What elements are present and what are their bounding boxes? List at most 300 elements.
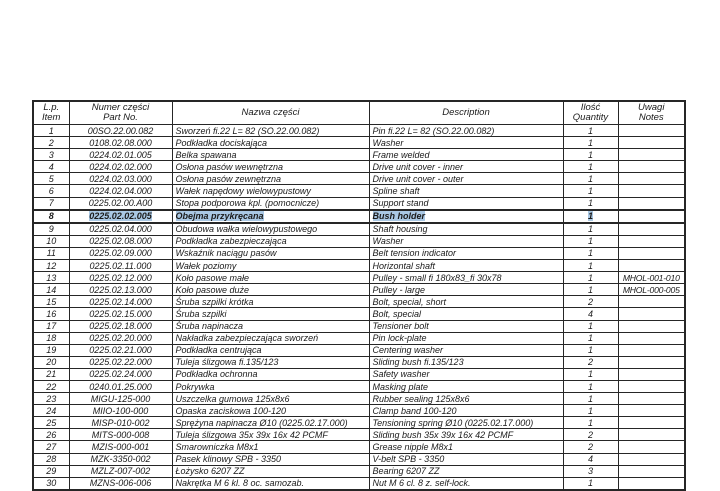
cell-description: [369, 223, 563, 236]
cell-part-no-text: 0225.02.02.005: [89, 211, 152, 222]
table-row: [33, 235, 685, 247]
cell-quantity-text: 2: [587, 429, 593, 440]
cell-quantity-text: 1: [587, 381, 593, 392]
cell-part-no: [69, 429, 172, 441]
cell-description: [369, 356, 563, 368]
table-row: [33, 429, 685, 441]
cell-quantity: [563, 296, 618, 308]
cell-quantity: [563, 453, 618, 465]
cell-item: [33, 356, 69, 368]
cell-name-pl-text: Obudowa wałka wielowypustowego: [175, 224, 318, 235]
cell-item: [33, 296, 69, 308]
cell-item-text: 3: [48, 149, 54, 160]
cell-notes: [618, 477, 685, 490]
cell-quantity-text: 1: [587, 236, 593, 247]
table-row: [33, 185, 685, 197]
cell-description-text: Clamp band 100-120: [372, 405, 457, 416]
cell-part-no: [69, 197, 172, 210]
cell-part-no-text: 0225.02.15.000: [89, 308, 152, 319]
cell-item: [33, 477, 69, 490]
cell-quantity-text: 1: [587, 248, 593, 259]
cell-quantity-text: 1: [587, 224, 593, 235]
cell-description-text: Shaft housing: [372, 224, 428, 235]
cell-description: [369, 405, 563, 417]
table-row: [33, 223, 685, 236]
cell-notes: [618, 223, 685, 236]
cell-quantity-text: 1: [587, 211, 593, 222]
cell-part-no-text: 00SO.22.00.082: [87, 125, 154, 136]
cell-name-pl: [172, 368, 369, 380]
cell-part-no-text: MZK-3350-002: [90, 454, 151, 465]
cell-name-pl-text: Wałek napędowy wielowypustowy: [175, 186, 311, 197]
header-notes-line-pl: Uwagi: [638, 101, 665, 113]
cell-quantity-text: 1: [587, 369, 593, 380]
cell-part-no-text: 0225.02.04.000: [89, 224, 152, 235]
cell-part-no: [69, 260, 172, 272]
cell-notes: [618, 320, 685, 332]
cell-item-text: 6: [48, 186, 54, 197]
cell-item-text: 13: [46, 272, 57, 283]
cell-quantity: [563, 247, 618, 259]
cell-item-text: 16: [46, 308, 57, 319]
cell-quantity: [563, 210, 618, 223]
cell-quantity: [563, 235, 618, 247]
cell-description-text: Frame welded: [372, 149, 430, 160]
cell-name-pl-text: Koło pasowe duże: [175, 284, 250, 295]
cell-notes-text: MHOL-001-010: [622, 272, 680, 283]
cell-item: [33, 197, 69, 210]
cell-item-text: 14: [46, 284, 57, 295]
table-row: [33, 161, 685, 173]
cell-name-pl-text: Sworzeń fi.22 L= 82 (SO.22.00.082): [175, 125, 320, 136]
cell-name-pl: [172, 125, 369, 137]
cell-part-no-text: 0225.02.22.000: [89, 357, 152, 368]
cell-name-pl-text: Tuleja ślizgowa 35x 39x 16x 42 PCMF: [175, 429, 328, 440]
cell-item: [33, 465, 69, 477]
cell-quantity-text: 1: [587, 260, 593, 271]
cell-notes: [618, 368, 685, 380]
cell-quantity: [563, 320, 618, 332]
cell-description-text: Grease nipple M8x1: [372, 441, 454, 452]
cell-name-pl-text: Pasek klinowy SPB - 3350: [175, 454, 282, 465]
cell-description-text: Masking plate: [372, 381, 429, 392]
cell-part-no-text: 0224.02.01.005: [89, 149, 152, 160]
cell-notes: [618, 247, 685, 259]
table-row: [33, 465, 685, 477]
cell-part-no-text: 0108.02.08.000: [89, 137, 152, 148]
cell-quantity-text: 1: [587, 161, 593, 172]
cell-name-pl-text: Osłona pasów zewnętrzna: [175, 173, 282, 184]
cell-quantity-text: 1: [587, 173, 593, 184]
cell-part-no-text: 0240.01.25.000: [89, 381, 152, 392]
cell-item-text: 8: [48, 211, 54, 222]
cell-quantity: [563, 417, 618, 429]
cell-part-no: [69, 149, 172, 161]
table-row: [33, 320, 685, 332]
cell-item-text: 12: [46, 260, 57, 271]
cell-name-pl-text: Osłona pasów wewnętrzna: [175, 161, 284, 172]
cell-part-no-text: 0225.02.11.000: [89, 260, 152, 271]
cell-description-text: Pin fi.22 L= 82 (SO.22.00.082): [372, 125, 495, 136]
cell-quantity: [563, 125, 618, 137]
cell-item-text: 4: [48, 161, 54, 172]
cell-item: [33, 368, 69, 380]
cell-item: [33, 453, 69, 465]
cell-quantity-text: 1: [587, 333, 593, 344]
cell-item-text: 24: [46, 405, 57, 416]
cell-description-text: V-belt SPB - 3350: [372, 454, 445, 465]
table-row: [33, 308, 685, 320]
cell-notes: [618, 429, 685, 441]
cell-part-no-text: 0225.02.12.000: [89, 272, 152, 283]
cell-description: [369, 308, 563, 320]
cell-quantity: [563, 393, 618, 405]
table-row: [33, 173, 685, 185]
cell-item-text: 1: [48, 125, 54, 136]
header-notes: [618, 101, 685, 125]
cell-notes: [618, 272, 685, 284]
table-row: [33, 441, 685, 453]
cell-description: [369, 368, 563, 380]
cell-name-pl-text: Stopa podporowa kpl. (pomocnicze): [175, 198, 320, 209]
header-part-no-line-pl: Numer części: [91, 101, 150, 113]
cell-description-text: Bolt, special: [372, 308, 422, 319]
cell-description: [369, 284, 563, 296]
cell-quantity-text: 1: [587, 272, 593, 283]
cell-description-text: Spline shaft: [372, 186, 420, 197]
cell-part-no: [69, 344, 172, 356]
cell-item-text: 2: [48, 137, 54, 148]
cell-item: [33, 429, 69, 441]
cell-notes: [618, 284, 685, 296]
cell-notes: [618, 380, 685, 392]
cell-item-text: 20: [46, 357, 57, 368]
cell-item-text: 19: [46, 345, 57, 356]
cell-notes: [618, 210, 685, 223]
cell-item-text: 26: [46, 429, 57, 440]
cell-quantity: [563, 477, 618, 490]
table-body: [33, 125, 685, 490]
cell-item-text: 30: [46, 478, 57, 489]
cell-part-no-text: MZLZ-007-002: [90, 466, 151, 477]
table-row: [33, 453, 685, 465]
cell-part-no-text: MIIO-100-000: [92, 405, 149, 416]
cell-name-pl: [172, 380, 369, 392]
cell-name-pl-text: Uszczelka gumowa 125x8x6: [175, 393, 290, 404]
cell-notes: [618, 235, 685, 247]
cell-part-no: [69, 405, 172, 417]
cell-quantity: [563, 161, 618, 173]
cell-item: [33, 173, 69, 185]
cell-part-no: [69, 247, 172, 259]
cell-quantity: [563, 185, 618, 197]
table-row: [33, 332, 685, 344]
cell-name-pl: [172, 185, 369, 197]
cell-quantity-text: 1: [587, 321, 593, 332]
cell-quantity-text: 1: [587, 137, 593, 148]
cell-part-no: [69, 284, 172, 296]
cell-name-pl: [172, 223, 369, 236]
cell-item-text: 25: [46, 417, 57, 428]
cell-part-no: [69, 465, 172, 477]
header-row: [33, 101, 685, 125]
cell-name-pl: [172, 149, 369, 161]
cell-part-no-text: 0224.02.02.000: [89, 161, 152, 172]
cell-notes: [618, 405, 685, 417]
cell-description: [369, 453, 563, 465]
cell-quantity-text: 1: [587, 345, 593, 356]
cell-name-pl-text: Opaska zaciskowa 100-120: [175, 405, 287, 416]
cell-item: [33, 393, 69, 405]
cell-notes: [618, 344, 685, 356]
cell-name-pl: [172, 197, 369, 210]
cell-name-pl: [172, 161, 369, 173]
cell-description-text: Horizontal shaft: [372, 260, 436, 271]
cell-description: [369, 149, 563, 161]
cell-description: [369, 380, 563, 392]
cell-notes: [618, 356, 685, 368]
cell-part-no: [69, 368, 172, 380]
cell-description: [369, 465, 563, 477]
cell-notes: [618, 417, 685, 429]
cell-name-pl: [172, 477, 369, 490]
cell-quantity: [563, 308, 618, 320]
cell-description-text: Tensioner bolt: [372, 321, 429, 332]
cell-description: [369, 429, 563, 441]
cell-name-pl-text: Tuleja ślizgowa fi.135/123: [175, 357, 279, 368]
cell-quantity-text: 1: [587, 417, 593, 428]
cell-part-no-text: MISP-010-002: [91, 417, 150, 428]
cell-part-no: [69, 308, 172, 320]
cell-name-pl-text: Koło pasowe małe: [175, 272, 250, 283]
header-item-line-pl: L.p.: [43, 101, 60, 113]
cell-description-text: Sliding bush 35x 39x 16x 42 PCMF: [372, 429, 514, 440]
cell-item-text: 11: [46, 248, 56, 259]
cell-item-text: 5: [48, 173, 54, 184]
cell-part-no-text: MIGU-125-000: [90, 393, 151, 404]
cell-item: [33, 247, 69, 259]
cell-description: [369, 477, 563, 490]
cell-part-no-text: MITS-000-008: [91, 429, 150, 440]
cell-quantity-text: 4: [587, 308, 593, 319]
cell-item: [33, 417, 69, 429]
cell-notes: [618, 125, 685, 137]
cell-description: [369, 161, 563, 173]
table-row: [33, 393, 685, 405]
cell-quantity: [563, 223, 618, 236]
cell-name-pl-text: Podkładka zabezpieczająca: [175, 236, 287, 247]
header-item-line-en: Item: [42, 112, 61, 123]
cell-part-no: [69, 380, 172, 392]
cell-part-no: [69, 185, 172, 197]
cell-notes: [618, 137, 685, 149]
cell-item-text: 9: [48, 224, 54, 235]
table-row: [33, 272, 685, 284]
cell-name-pl: [172, 441, 369, 453]
table-row: [33, 296, 685, 308]
cell-name-pl: [172, 332, 369, 344]
cell-quantity: [563, 260, 618, 272]
cell-name-pl-text: Sprężyna napinacza Ø10 (0225.02.17.000): [175, 417, 348, 428]
cell-notes: [618, 393, 685, 405]
cell-item-text: 10: [46, 236, 57, 247]
cell-description: [369, 344, 563, 356]
table-row: [33, 247, 685, 259]
cell-part-no: [69, 441, 172, 453]
cell-name-pl: [172, 272, 369, 284]
cell-quantity: [563, 173, 618, 185]
cell-name-pl-text: Wskaźnik naciągu pasów: [175, 248, 277, 259]
cell-item-text: 23: [46, 393, 57, 404]
header-description: Description: [369, 101, 563, 125]
cell-description: [369, 393, 563, 405]
cell-item: [33, 272, 69, 284]
cell-quantity: [563, 429, 618, 441]
cell-notes: [618, 173, 685, 185]
cell-description: [369, 260, 563, 272]
table-row: [33, 477, 685, 490]
cell-name-pl-text: Smarowniczka M8x1: [175, 441, 259, 452]
header-quantity: [563, 101, 618, 125]
cell-description-text: Washer: [372, 236, 404, 247]
cell-item-text: 15: [46, 296, 57, 307]
cell-quantity-text: 2: [587, 296, 593, 307]
cell-description-text: Sliding bush fi.135/123: [372, 357, 464, 368]
cell-notes: [618, 453, 685, 465]
cell-name-pl: [172, 393, 369, 405]
cell-part-no: [69, 210, 172, 223]
table-row: [33, 356, 685, 368]
cell-description-text: Belt tension indicator: [372, 248, 457, 259]
cell-name-pl: [172, 417, 369, 429]
cell-part-no-text: 0225.02.20.000: [89, 333, 152, 344]
cell-name-pl-text: Obejma przykręcana: [175, 211, 264, 222]
cell-item: [33, 380, 69, 392]
cell-part-no-text: 0225.02.09.000: [89, 248, 152, 259]
cell-description-text: Bearing 6207 ZZ: [372, 466, 440, 477]
cell-notes: [618, 185, 685, 197]
cell-notes: [618, 332, 685, 344]
cell-quantity-text: 3: [587, 466, 593, 477]
cell-name-pl-text: Wałek poziomy: [175, 260, 237, 271]
header-part-no-line-en: Part No.: [103, 112, 138, 123]
cell-name-pl: [172, 173, 369, 185]
cell-name-pl-text: Nakładka zabezpieczająca sworzeń: [175, 333, 319, 344]
cell-name-pl: [172, 284, 369, 296]
cell-name-pl: [172, 296, 369, 308]
table-row: [33, 149, 685, 161]
cell-quantity-text: 1: [587, 478, 593, 489]
cell-description: [369, 296, 563, 308]
cell-item: [33, 149, 69, 161]
cell-description: [369, 185, 563, 197]
cell-description-text: Pin lock-plate: [372, 333, 427, 344]
cell-quantity-text: 1: [587, 125, 593, 136]
cell-item: [33, 320, 69, 332]
cell-quantity: [563, 137, 618, 149]
cell-name-pl: [172, 247, 369, 259]
cell-description-text: Nut M 6 cl. 8 z. self-lock.: [372, 478, 471, 489]
cell-notes: [618, 260, 685, 272]
cell-quantity: [563, 356, 618, 368]
cell-part-no: [69, 320, 172, 332]
cell-description: [369, 210, 563, 223]
cell-description-text: Drive unit cover - outer: [372, 173, 464, 184]
cell-name-pl-text: Pokrywka: [175, 381, 215, 392]
cell-part-no: [69, 125, 172, 137]
cell-item-text: 17: [46, 321, 57, 332]
cell-quantity: [563, 344, 618, 356]
cell-name-pl: [172, 405, 369, 417]
cell-notes: [618, 149, 685, 161]
cell-quantity: [563, 197, 618, 210]
cell-name-pl: [172, 210, 369, 223]
cell-description-text: Pulley - large: [372, 284, 426, 295]
cell-item-text: 7: [48, 198, 54, 209]
cell-item: [33, 161, 69, 173]
cell-item: [33, 284, 69, 296]
cell-part-no: [69, 272, 172, 284]
table-row: [33, 380, 685, 392]
cell-description: [369, 125, 563, 137]
cell-description-text: Drive unit cover - inner: [372, 161, 464, 172]
header-name: Nazwa części: [172, 101, 369, 125]
table-row: [33, 284, 685, 296]
cell-description-text: Bolt, special, short: [372, 296, 447, 307]
cell-part-no-text: 0225.02.24.000: [89, 369, 152, 380]
cell-item-text: 27: [46, 441, 57, 452]
cell-quantity: [563, 332, 618, 344]
header-item: [33, 101, 69, 125]
header-notes-line-en: Notes: [638, 112, 664, 123]
cell-item: [33, 137, 69, 149]
cell-part-no-text: MZIS-000-001: [91, 441, 150, 452]
cell-quantity-text: 1: [587, 198, 593, 209]
cell-part-no: [69, 393, 172, 405]
cell-description: [369, 197, 563, 210]
cell-name-pl-text: Belka spawana: [175, 149, 237, 160]
table-row: [33, 210, 685, 223]
cell-name-pl-text: Łożysko 6207 ZZ: [175, 466, 245, 477]
cell-part-no: [69, 296, 172, 308]
cell-quantity-text: 1: [587, 186, 593, 197]
cell-description: [369, 173, 563, 185]
cell-part-no-text: 0224.02.04.000: [89, 186, 152, 197]
cell-item-text: 29: [46, 466, 57, 477]
cell-item: [33, 125, 69, 137]
cell-part-no: [69, 332, 172, 344]
cell-name-pl: [172, 344, 369, 356]
cell-part-no: [69, 137, 172, 149]
cell-quantity: [563, 284, 618, 296]
cell-part-no-text: 0225.02.21.000: [89, 345, 152, 356]
cell-name-pl-text: Nakrętka M 6 kl. 8 oc. samozab.: [175, 478, 305, 489]
cell-name-pl: [172, 453, 369, 465]
table-header: [33, 101, 685, 125]
cell-description: [369, 235, 563, 247]
cell-name-pl: [172, 260, 369, 272]
cell-description: [369, 320, 563, 332]
cell-part-no-text: 0225.02.08.000: [89, 236, 152, 247]
cell-description: [369, 247, 563, 259]
cell-part-no-text: 0225.02.13.000: [89, 284, 152, 295]
table-row: [33, 344, 685, 356]
cell-item: [33, 441, 69, 453]
cell-item-text: 21: [46, 369, 57, 380]
cell-item-text: 22: [46, 381, 57, 392]
table-row: [33, 125, 685, 137]
cell-description: [369, 441, 563, 453]
